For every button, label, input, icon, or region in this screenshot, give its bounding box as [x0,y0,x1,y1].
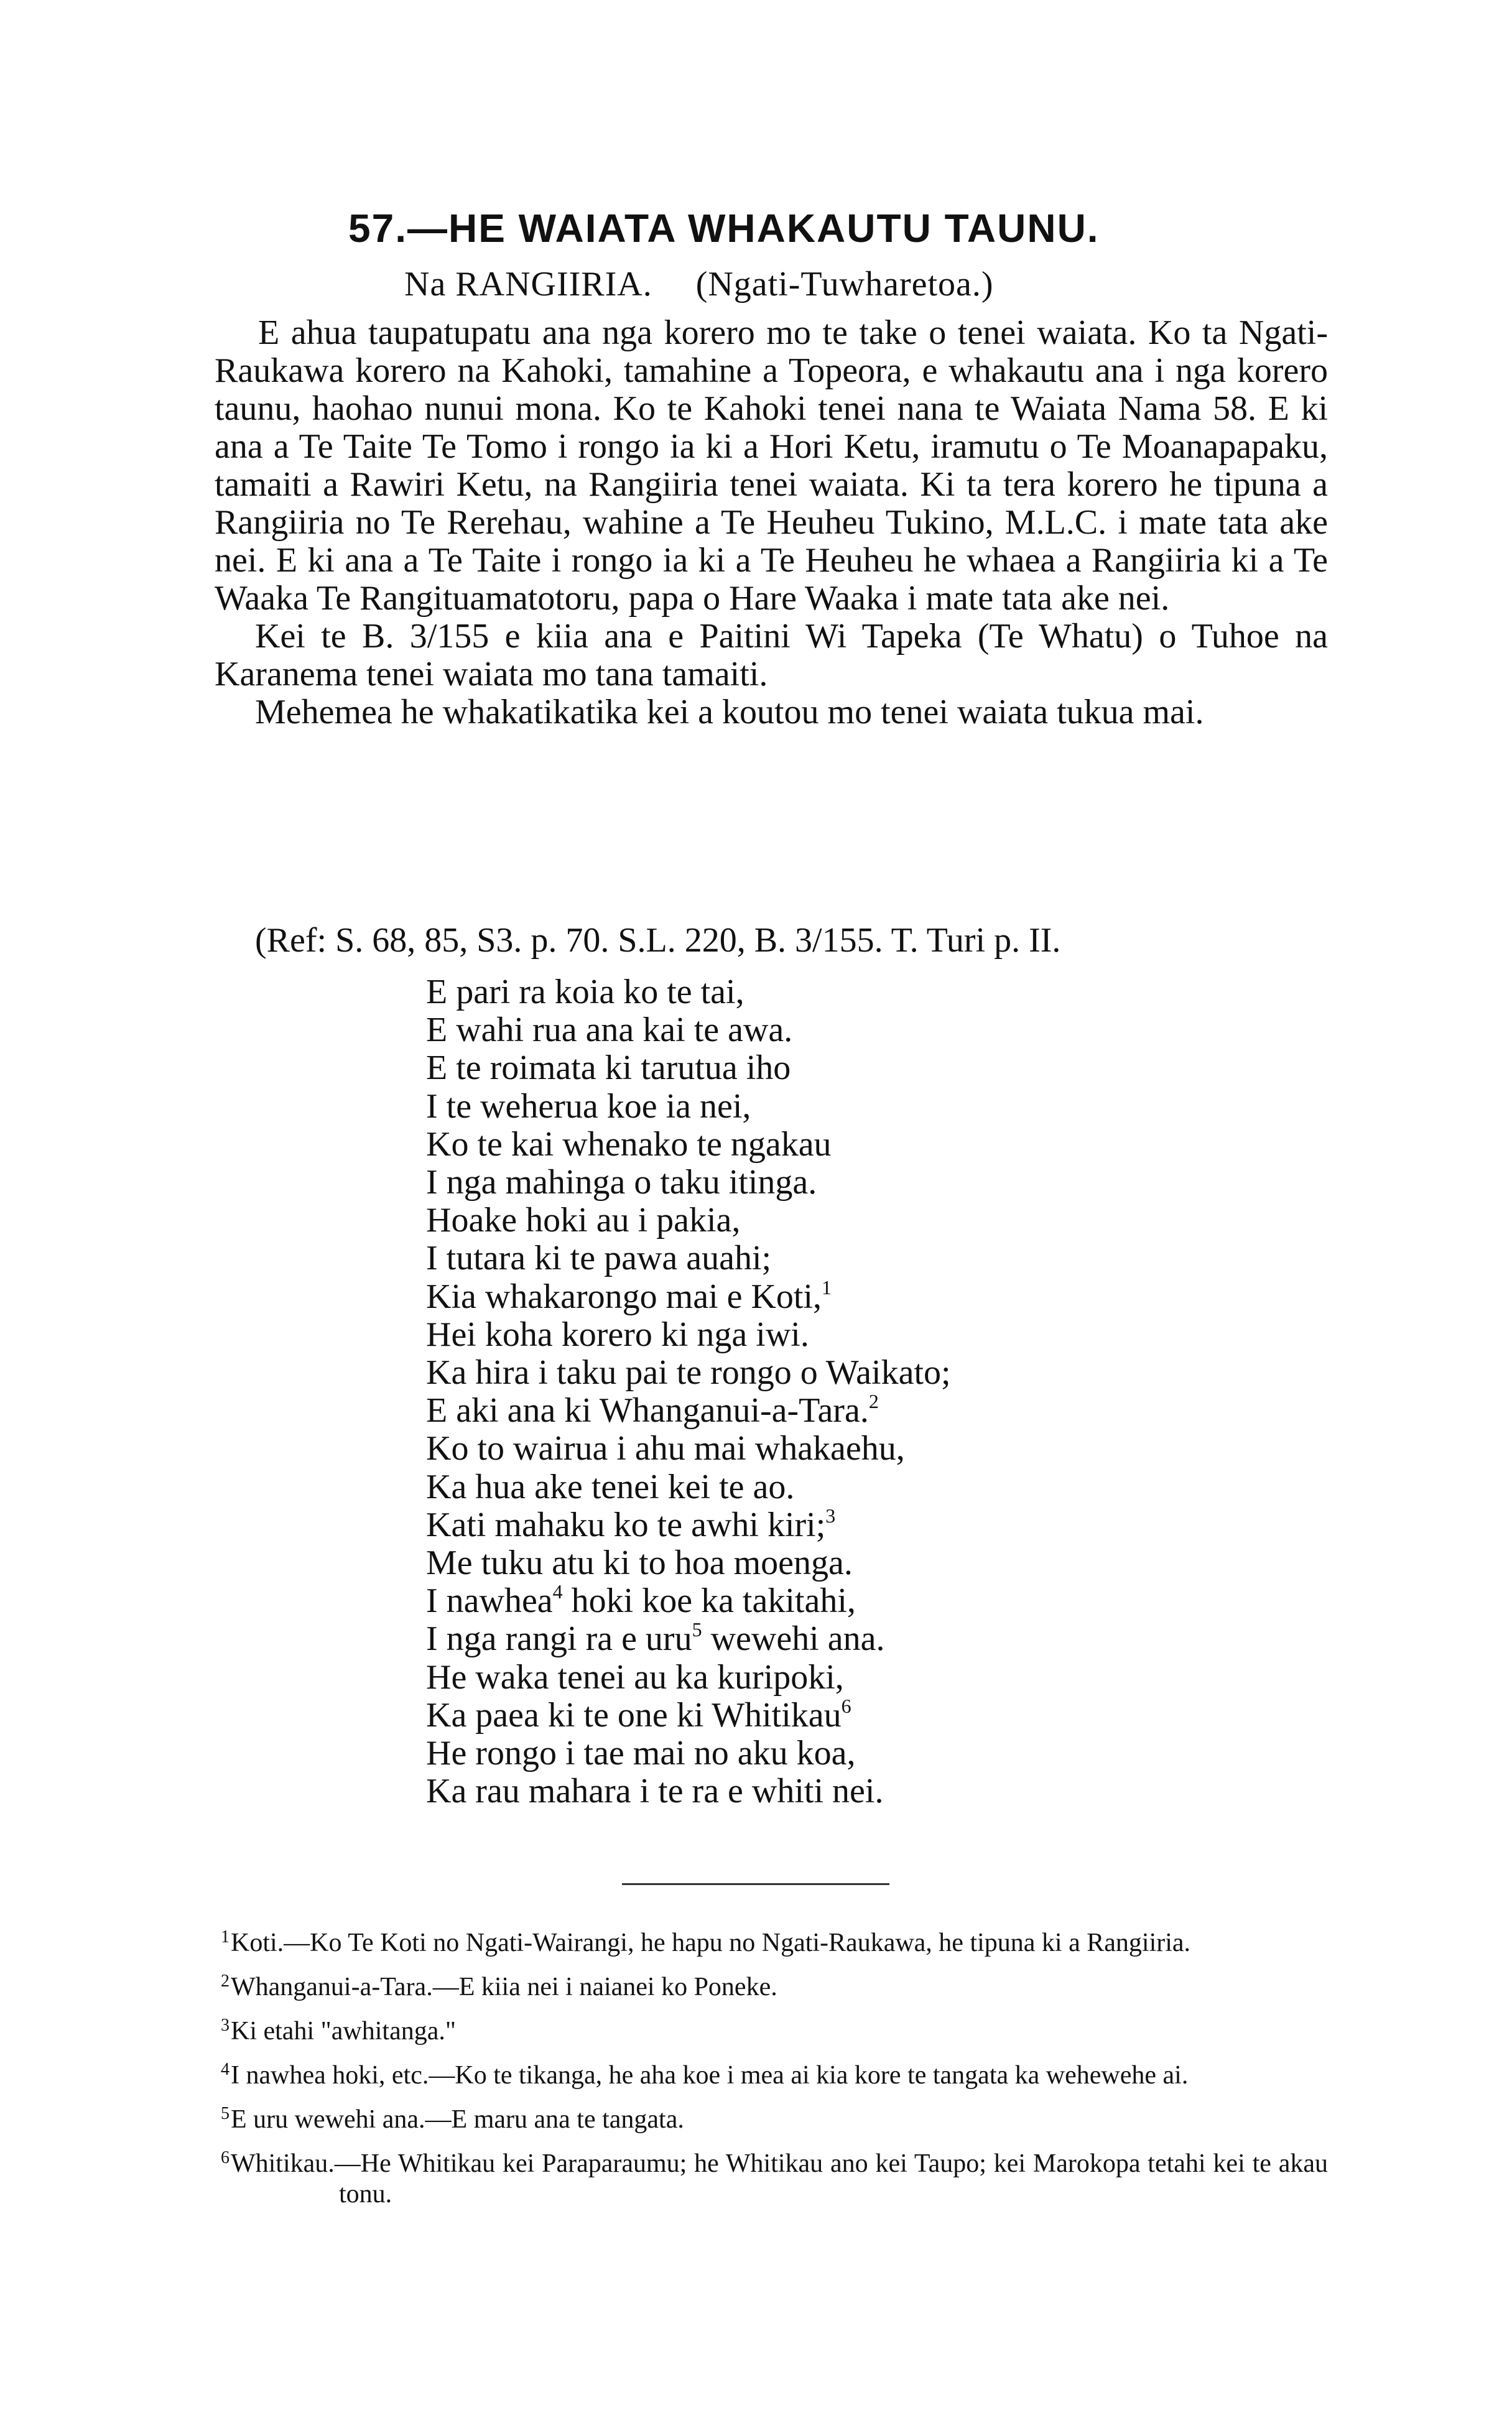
verse-text: I nga mahinga o taku itinga. [426,1163,817,1202]
verse-text: He rongo i tae mai no aku koa, [426,1734,856,1773]
verse-line [426,973,951,1011]
author-tribe: (Ngati-Tuwharetoa.) [695,265,994,304]
footnote-number: 2 [221,1972,230,1991]
footnote-marker: 1 [822,1276,832,1299]
verse-line [426,1088,951,1126]
verse-line [426,1392,951,1430]
verse-line [426,1430,951,1468]
footnotes [221,1922,1328,2217]
verse-block [426,973,951,1810]
verse-text: Ka hira i taku pai te rongo o Waikato; [426,1353,951,1392]
verse-line [426,1316,951,1354]
intro-paragraph-3: Mehemea he whakatikatika kei a koutou mo tenei waiata tukua mai. [255,693,1204,731]
verse-line [426,1468,951,1506]
verse-text: Kia whakarongo mai e Koti, [426,1277,822,1316]
footnote [221,2143,1328,2210]
intro-paragraph-1: E ahua taupatupatu ana nga korero mo te take o tenei waiata. Ko ta Ngati-Raukawa korero na Kahoki, tamahine a Topeora, e whakautu ana i nga korero taunu, haohao nunui mona. Ko te Kahoki tenei nana te Waiata Nama 58. E ki ana a Te Taite Te Tomo i rongo ia ki a Hori Ketu, iramutu o Te Moanapapaku, tamaiti a Rawiri Ketu, na Rangiiria tenei waiata. Ki ta tera korero he tipuna a Rangiiria no Te Rerehau, wahine a Te Heuheu Tukino, M.L.C. i mate tata ake nei. E ki ana a Te Taite i rongo ia ki a Te Heuheu he whaea a Rangiiria ki a Te Waaka Te Rangituamatotoru, papa o Hare Waaka i mate tata ake nei. [215,313,1328,618]
song-title: 57.—HE WAIATA WHAKAUTU TAUNU. [348,206,1100,251]
footnote-marker: 2 [868,1390,879,1413]
verse-text: E pari ra koia ko te tai, [426,973,744,1011]
footnote-text: E uru wewehi ana.—E maru ana te tangata. [231,2105,684,2134]
footnote-text: Whanganui-a-Tara.—E kiia nei i naianei ko Poneke. [231,1973,777,2001]
footnote-text: I nawhea hoki, etc.—Ko te tikanga, he aha koe i mea ai kia kore te tangata ka wehewehe ai. [231,2061,1189,2090]
introduction [215,314,1328,731]
verse-text-continued: wewehi ana. [702,1619,885,1659]
verse-text: Kati mahaku ko te awhi kiri; [426,1505,826,1544]
verse-line [426,1011,951,1049]
footnote-marker: 3 [825,1504,836,1527]
verse-line [426,1126,951,1164]
verse-text: Ka rau mahara i te ra e whiti nei. [426,1772,884,1811]
verse-line [426,1354,951,1392]
footnote-number: 3 [221,2016,230,2035]
footnote [221,2010,1328,2047]
verse-line [426,1544,951,1582]
footnote-number: 5 [221,2104,230,2123]
footnote-marker: 6 [841,1694,851,1717]
verse-line [426,1506,951,1544]
footnote-text: Whitikau.—He Whitikau kei Paraparaumu; he Whitikau ano kei Taupo; kei Marokopa tetahi kei te akau tonu. [231,2149,1328,2208]
footnote [221,2098,1328,2135]
verse-line [426,1278,951,1316]
verse-line [426,1659,951,1697]
verse-text: E aki ana ki Whanganui-a-Tara. [426,1391,869,1430]
verse-text: He waka tenei au ka kuripoki, [426,1657,844,1697]
author-name: Na RANGIIRIA. [404,265,652,304]
verse-line [426,1582,951,1620]
verse-text: Ko te kai whenako te ngakau [426,1124,832,1164]
footnote [221,1966,1328,2003]
verse-text: I nga rangi ra e uru [426,1619,692,1659]
reference-line: (Ref: S. 68, 85, S3. p. 70. S.L. 220, B. 3/155. T. Turi p. II. [255,921,1061,960]
verse-text: E wahi rua ana kai te awa. [426,1011,793,1050]
verse-text: Ka hua ake tenei kei te ao. [426,1467,795,1506]
author-line [404,264,994,304]
verse-text-continued: hoki koe ka takitahi, [562,1582,856,1621]
verse-text: Hei koha korero ki nga iwi. [426,1315,809,1354]
footnote [221,2054,1328,2091]
section-divider [622,1883,889,1885]
verse-text: I tutara ki te pawa auahi; [426,1239,772,1278]
footnote [221,1922,1328,1958]
verse-text: I nawhea [426,1582,553,1621]
footnote-text: Ki etahi "awhitanga." [231,2017,457,2046]
footnote-text: Koti.—Ko Te Koti no Ngati-Wairangi, he hapu no Ngati-Raukawa, he tipuna ki a Rangiiria. [231,1929,1191,1957]
footnote-marker: 4 [552,1580,563,1603]
verse-line [426,1164,951,1202]
verse-line [426,1202,951,1239]
verse-line [426,1239,951,1277]
verse-line [426,1772,951,1810]
footnote-marker: 5 [692,1618,702,1641]
verse-line [426,1620,951,1658]
footnote-number: 1 [221,1927,230,1947]
footnote-number: 6 [221,2148,230,2167]
verse-line [426,1735,951,1772]
footnote-number: 4 [221,2060,230,2079]
verse-text: Ka paea ki te one ki Whitikau [426,1695,842,1735]
verse-text: Ko to wairua i ahu mai whakaehu, [426,1429,905,1468]
verse-text: Me tuku atu ki to hoa moenga. [426,1544,853,1583]
verse-line [426,1694,951,1735]
intro-paragraph-2: Kei te B. 3/155 e kiia ana e Paitini Wi Tapeka (Te Whatu) o Tuhoe na Karanema tenei waiata mo tana tamaiti. [215,617,1328,693]
verse-text: E te roimata ki tarutua iho [426,1049,791,1088]
verse-text: I te weherua koe ia nei, [426,1087,751,1126]
verse-text: Hoake hoki au i pakia, [426,1201,741,1240]
verse-line [426,1049,951,1087]
